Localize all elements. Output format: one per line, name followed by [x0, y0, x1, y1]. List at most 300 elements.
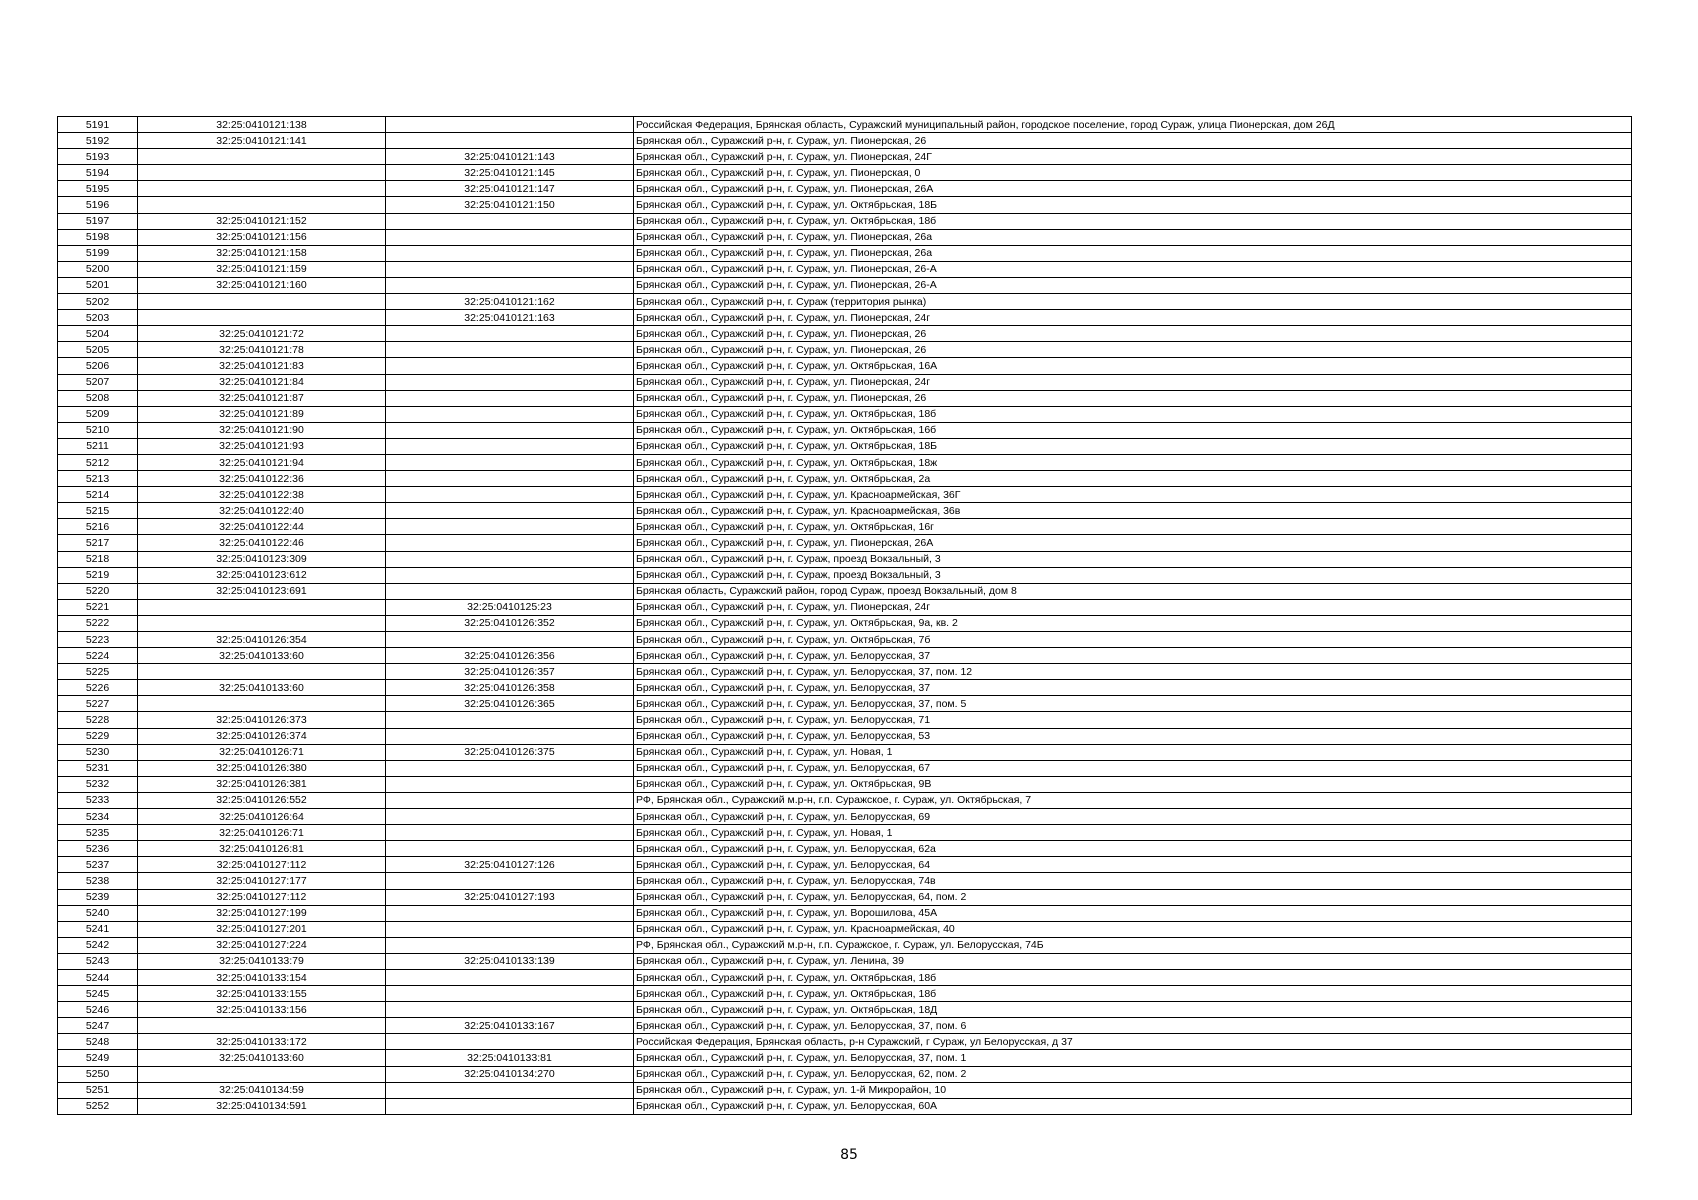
table-row: [58, 921, 1632, 937]
cadastral-number-cell: 32:25:0410127:112: [138, 889, 386, 905]
address-cell: Брянская обл., Суражский р-н, г. Сураж, ул. Октябрьская, 18Б: [634, 438, 1632, 454]
row-number-cell: 5199: [58, 245, 138, 261]
address-cell: Брянская обл., Суражский р-н, г. Сураж, ул. Белорусская, 37, пом. 1: [634, 1050, 1632, 1066]
table-row: [58, 953, 1632, 969]
object-cadastral-number-cell: 32:25:0410121:145: [386, 165, 634, 181]
address-cell: Брянская обл., Суражский р-н, г. Сураж, ул. Октябрьская, 9В: [634, 776, 1632, 792]
row-number-cell: 5210: [58, 422, 138, 438]
object-cadastral-number-cell: [386, 567, 634, 583]
table-row: [58, 503, 1632, 519]
row-number-cell: 5206: [58, 358, 138, 374]
row-number-cell: 5225: [58, 664, 138, 680]
cadastral-number-cell: 32:25:0410121:87: [138, 390, 386, 406]
table-row: [58, 776, 1632, 792]
object-cadastral-number-cell: [386, 776, 634, 792]
table-row: [58, 1082, 1632, 1098]
row-number-cell: 5239: [58, 889, 138, 905]
cadastral-number-cell: 32:25:0410123:309: [138, 551, 386, 567]
object-cadastral-number-cell: 32:25:0410126:358: [386, 680, 634, 696]
row-number-cell: 5244: [58, 969, 138, 985]
row-number-cell: 5195: [58, 181, 138, 197]
table-row: [58, 615, 1632, 631]
table-row: [58, 1034, 1632, 1050]
table-row: [58, 181, 1632, 197]
address-cell: Брянская обл., Суражский р-н, г. Сураж, ул. Белорусская, 60А: [634, 1098, 1632, 1114]
object-cadastral-number-cell: 32:25:0410121:143: [386, 149, 634, 165]
address-cell: Брянская обл., Суражский р-н, г. Сураж, ул. Белорусская, 37: [634, 648, 1632, 664]
object-cadastral-number-cell: [386, 133, 634, 149]
row-number-cell: 5226: [58, 680, 138, 696]
object-cadastral-number-cell: 32:25:0410133:139: [386, 953, 634, 969]
cadastral-number-cell: 32:25:0410126:381: [138, 776, 386, 792]
address-cell: Брянская обл., Суражский р-н, г. Сураж, ул. Пионерская, 26: [634, 133, 1632, 149]
table-row: [58, 165, 1632, 181]
cadastral-number-cell: 32:25:0410122:40: [138, 503, 386, 519]
cadastral-number-cell: 32:25:0410121:156: [138, 229, 386, 245]
row-number-cell: 5211: [58, 438, 138, 454]
table-row: [58, 149, 1632, 165]
cadastral-number-cell: 32:25:0410127:199: [138, 905, 386, 921]
address-cell: Брянская обл., Суражский р-н, г. Сураж, ул. Октябрьская, 18б: [634, 406, 1632, 422]
cadastral-number-cell: 32:25:0410121:89: [138, 406, 386, 422]
cadastral-number-cell: 32:25:0410126:552: [138, 792, 386, 808]
cadastral-number-cell: 32:25:0410122:46: [138, 535, 386, 551]
object-cadastral-number-cell: [386, 535, 634, 551]
cadastral-number-cell: 32:25:0410133:172: [138, 1034, 386, 1050]
cadastral-number-cell: [138, 197, 386, 213]
cadastral-number-cell: 32:25:0410127:224: [138, 937, 386, 953]
table-row: [58, 519, 1632, 535]
address-cell: Брянская обл., Суражский р-н, г. Сураж, ул. Пионерская, 26а: [634, 245, 1632, 261]
address-cell: Брянская обл., Суражский р-н, г. Сураж, ул. Белорусская, 37, пом. 5: [634, 696, 1632, 712]
table-row: [58, 664, 1632, 680]
row-number-cell: 5193: [58, 149, 138, 165]
object-cadastral-number-cell: [386, 825, 634, 841]
row-number-cell: 5194: [58, 165, 138, 181]
address-cell: Брянская обл., Суражский р-н, г. Сураж, ул. Пионерская, 26а: [634, 229, 1632, 245]
object-cadastral-number-cell: [386, 390, 634, 406]
row-number-cell: 5237: [58, 857, 138, 873]
table-row: [58, 760, 1632, 776]
row-number-cell: 5246: [58, 1002, 138, 1018]
address-cell: Брянская обл., Суражский р-н, г. Сураж, ул. Белорусская, 71: [634, 712, 1632, 728]
object-cadastral-number-cell: 32:25:0410126:352: [386, 615, 634, 631]
cadastral-number-cell: [138, 696, 386, 712]
table-row: [58, 229, 1632, 245]
table-row: [58, 438, 1632, 454]
address-cell: Брянская обл., Суражский р-н, г. Сураж, ул. Пионерская, 26: [634, 342, 1632, 358]
cadastral-number-cell: 32:25:0410126:380: [138, 760, 386, 776]
address-cell: Брянская обл., Суражский р-н, г. Сураж, ул. Пионерская, 26: [634, 326, 1632, 342]
address-cell: Российская Федерация, Брянская область, Суражский муниципальный район, городское поселение, город Сураж, улица Пионерская, дом 26Д: [634, 117, 1632, 133]
address-cell: Брянская обл., Суражский р-н, г. Сураж, ул. Белорусская, 67: [634, 760, 1632, 776]
table-row: [58, 986, 1632, 1002]
cadastral-number-cell: 32:25:0410133:60: [138, 680, 386, 696]
table-row: [58, 117, 1632, 133]
object-cadastral-number-cell: [386, 422, 634, 438]
row-number-cell: 5201: [58, 277, 138, 293]
cadastral-number-cell: 32:25:0410121:158: [138, 245, 386, 261]
cadastral-number-cell: 32:25:0410134:59: [138, 1082, 386, 1098]
address-cell: Брянская обл., Суражский р-н, г. Сураж, ул. Белорусская, 37, пом. 6: [634, 1018, 1632, 1034]
cadastral-number-cell: 32:25:0410122:36: [138, 471, 386, 487]
row-number-cell: 5197: [58, 213, 138, 229]
address-cell: Брянская обл., Суражский р-н, г. Сураж, ул. Октябрьская, 16б: [634, 422, 1632, 438]
cadastral-number-cell: 32:25:0410134:591: [138, 1098, 386, 1114]
object-cadastral-number-cell: [386, 1002, 634, 1018]
address-cell: Брянская обл., Суражский р-н, г. Сураж, ул. Белорусская, 64: [634, 857, 1632, 873]
cadastral-number-cell: 32:25:0410121:90: [138, 422, 386, 438]
cadastral-number-cell: 32:25:0410121:93: [138, 438, 386, 454]
row-number-cell: 5232: [58, 776, 138, 792]
cadastral-number-cell: 32:25:0410127:112: [138, 857, 386, 873]
row-number-cell: 5233: [58, 792, 138, 808]
object-cadastral-number-cell: 32:25:0410127:193: [386, 889, 634, 905]
address-cell: Брянская обл., Суражский р-н, г. Сураж, проезд Вокзальный, 3: [634, 567, 1632, 583]
object-cadastral-number-cell: [386, 937, 634, 953]
address-cell: Брянская обл., Суражский р-н, г. Сураж, ул. Белорусская, 53: [634, 728, 1632, 744]
address-cell: Брянская обл., Суражский р-н, г. Сураж, ул. Октябрьская, 18б: [634, 986, 1632, 1002]
cadastral-number-cell: 32:25:0410133:155: [138, 986, 386, 1002]
cadastral-number-cell: 32:25:0410133:60: [138, 648, 386, 664]
address-cell: Брянская обл., Суражский р-н, г. Сураж, ул. Октябрьская, 16А: [634, 358, 1632, 374]
table-row: [58, 825, 1632, 841]
object-cadastral-number-cell: 32:25:0410121:150: [386, 197, 634, 213]
table-row: [58, 1098, 1632, 1114]
cadastral-number-cell: 32:25:0410123:612: [138, 567, 386, 583]
cadastral-number-cell: [138, 310, 386, 326]
row-number-cell: 5223: [58, 632, 138, 648]
table-row: [58, 245, 1632, 261]
object-cadastral-number-cell: 32:25:0410127:126: [386, 857, 634, 873]
table-row: [58, 857, 1632, 873]
object-cadastral-number-cell: [386, 873, 634, 889]
cadastral-number-cell: 32:25:0410121:72: [138, 326, 386, 342]
row-number-cell: 5205: [58, 342, 138, 358]
row-number-cell: 5191: [58, 117, 138, 133]
table-row: [58, 1018, 1632, 1034]
table-row: [58, 551, 1632, 567]
row-number-cell: 5241: [58, 921, 138, 937]
object-cadastral-number-cell: [386, 406, 634, 422]
object-cadastral-number-cell: [386, 1082, 634, 1098]
table-row: [58, 680, 1632, 696]
cadastral-number-cell: 32:25:0410127:177: [138, 873, 386, 889]
address-cell: Брянская обл., Суражский р-н, г. Сураж, ул. Ворошилова, 45А: [634, 905, 1632, 921]
table-row: [58, 406, 1632, 422]
object-cadastral-number-cell: [386, 454, 634, 470]
object-cadastral-number-cell: [386, 760, 634, 776]
object-cadastral-number-cell: [386, 438, 634, 454]
object-cadastral-number-cell: [386, 342, 634, 358]
table-row: [58, 969, 1632, 985]
table-row: [58, 294, 1632, 310]
row-number-cell: 5215: [58, 503, 138, 519]
address-cell: Брянская обл., Суражский р-н, г. Сураж, ул. Октябрьская, 2а: [634, 471, 1632, 487]
table-row: [58, 261, 1632, 277]
address-cell: Брянская обл., Суражский р-н, г. Сураж, ул. Октябрьская, 18Д: [634, 1002, 1632, 1018]
object-cadastral-number-cell: 32:25:0410125:23: [386, 599, 634, 615]
cadastral-number-cell: [138, 615, 386, 631]
address-cell: Российская Федерация, Брянская область, р-н Суражский, г Сураж, ул Белорусская, д 37: [634, 1034, 1632, 1050]
object-cadastral-number-cell: [386, 245, 634, 261]
table-row: [58, 809, 1632, 825]
row-number-cell: 5209: [58, 406, 138, 422]
object-cadastral-number-cell: [386, 374, 634, 390]
cadastral-number-cell: 32:25:0410133:154: [138, 969, 386, 985]
object-cadastral-number-cell: [386, 792, 634, 808]
row-number-cell: 5212: [58, 454, 138, 470]
address-cell: Брянская обл., Суражский р-н, г. Сураж, ул. Белорусская, 37, пом. 12: [634, 664, 1632, 680]
address-cell: Брянская обл., Суражский р-н, г. Сураж, ул. Красноармейская, 40: [634, 921, 1632, 937]
row-number-cell: 5208: [58, 390, 138, 406]
row-number-cell: 5217: [58, 535, 138, 551]
row-number-cell: 5235: [58, 825, 138, 841]
object-cadastral-number-cell: [386, 551, 634, 567]
row-number-cell: 5245: [58, 986, 138, 1002]
object-cadastral-number-cell: 32:25:0410134:270: [386, 1066, 634, 1082]
table-row: [58, 310, 1632, 326]
address-cell: Брянская обл., Суражский р-н, г. Сураж, ул. Ленина, 39: [634, 953, 1632, 969]
cadastral-number-cell: 32:25:0410121:138: [138, 117, 386, 133]
row-number-cell: 5219: [58, 567, 138, 583]
object-cadastral-number-cell: 32:25:0410121:163: [386, 310, 634, 326]
address-cell: Брянская обл., Суражский р-н, г. Сураж, ул. 1-й Микрорайон, 10: [634, 1082, 1632, 1098]
cadastral-number-cell: 32:25:0410133:79: [138, 953, 386, 969]
object-cadastral-number-cell: 32:25:0410126:357: [386, 664, 634, 680]
address-cell: Брянская обл., Суражский р-н, г. Сураж, ул. Пионерская, 24г: [634, 599, 1632, 615]
address-cell: РФ, Брянская обл., Суражский м.р-н, г.п. Суражское, г. Сураж, ул. Белорусская, 74Б: [634, 937, 1632, 953]
cadastral-number-cell: [138, 181, 386, 197]
row-number-cell: 5218: [58, 551, 138, 567]
table-row: [58, 873, 1632, 889]
table-row: [58, 454, 1632, 470]
cadastral-number-cell: [138, 1018, 386, 1034]
object-cadastral-number-cell: [386, 1098, 634, 1114]
table-row: [58, 213, 1632, 229]
address-cell: Брянская обл., Суражский р-н, г. Сураж, ул. Октябрьская, 16г: [634, 519, 1632, 535]
object-cadastral-number-cell: [386, 487, 634, 503]
row-number-cell: 5248: [58, 1034, 138, 1050]
cadastral-number-cell: 32:25:0410121:159: [138, 261, 386, 277]
object-cadastral-number-cell: 32:25:0410121:147: [386, 181, 634, 197]
address-cell: Брянская обл., Суражский р-н, г. Сураж, ул. Пионерская, 24г: [634, 374, 1632, 390]
cadastral-number-cell: 32:25:0410126:354: [138, 632, 386, 648]
row-number-cell: 5236: [58, 841, 138, 857]
cadastral-number-cell: 32:25:0410121:78: [138, 342, 386, 358]
row-number-cell: 5202: [58, 294, 138, 310]
cadastral-number-cell: [138, 165, 386, 181]
row-number-cell: 5196: [58, 197, 138, 213]
row-number-cell: 5221: [58, 599, 138, 615]
table-row: [58, 599, 1632, 615]
cadastral-number-cell: 32:25:0410127:201: [138, 921, 386, 937]
table-row: [58, 471, 1632, 487]
table-row: [58, 937, 1632, 953]
row-number-cell: 5252: [58, 1098, 138, 1114]
address-cell: Брянская обл., Суражский р-н, г. Сураж, ул. Белорусская, 62, пом. 2: [634, 1066, 1632, 1082]
table-row: [58, 487, 1632, 503]
row-number-cell: 5250: [58, 1066, 138, 1082]
cadastral-number-cell: 32:25:0410133:156: [138, 1002, 386, 1018]
object-cadastral-number-cell: [386, 261, 634, 277]
address-cell: Брянская обл., Суражский р-н, г. Сураж, ул. Белорусская, 62а: [634, 841, 1632, 857]
address-cell: Брянская обл., Суражский р-н, г. Сураж, ул. Пионерская, 26А: [634, 181, 1632, 197]
object-cadastral-number-cell: [386, 503, 634, 519]
table-row: [58, 342, 1632, 358]
address-cell: Брянская обл., Суражский р-н, г. Сураж, ул. Октябрьская, 18б: [634, 213, 1632, 229]
object-cadastral-number-cell: [386, 728, 634, 744]
object-cadastral-number-cell: [386, 326, 634, 342]
object-cadastral-number-cell: [386, 921, 634, 937]
table-row: [58, 632, 1632, 648]
cadastral-number-cell: 32:25:0410133:60: [138, 1050, 386, 1066]
cadastral-records-table: [57, 116, 1632, 1115]
table-row: [58, 197, 1632, 213]
cadastral-number-cell: 32:25:0410126:81: [138, 841, 386, 857]
table-row: [58, 422, 1632, 438]
address-cell: Брянская обл., Суражский р-н, г. Сураж, ул. Пионерская, 0: [634, 165, 1632, 181]
cadastral-number-cell: 32:25:0410126:71: [138, 825, 386, 841]
row-number-cell: 5224: [58, 648, 138, 664]
address-cell: Брянская область, Суражский район, город Сураж, проезд Вокзальный, дом 8: [634, 583, 1632, 599]
object-cadastral-number-cell: [386, 841, 634, 857]
address-cell: Брянская обл., Суражский р-н, г. Сураж, ул. Новая, 1: [634, 744, 1632, 760]
cadastral-number-cell: [138, 149, 386, 165]
row-number-cell: 5229: [58, 728, 138, 744]
row-number-cell: 5238: [58, 873, 138, 889]
object-cadastral-number-cell: [386, 471, 634, 487]
table-row: [58, 390, 1632, 406]
table-row: [58, 744, 1632, 760]
row-number-cell: 5242: [58, 937, 138, 953]
row-number-cell: 5240: [58, 905, 138, 921]
cadastral-number-cell: 32:25:0410126:71: [138, 744, 386, 760]
address-cell: Брянская обл., Суражский р-н, г. Сураж, ул. Красноармейская, 36Г: [634, 487, 1632, 503]
object-cadastral-number-cell: 32:25:0410133:81: [386, 1050, 634, 1066]
address-cell: Брянская обл., Суражский р-н, г. Сураж, ул. Пионерская, 26-А: [634, 277, 1632, 293]
table-row: [58, 567, 1632, 583]
address-cell: Брянская обл., Суражский р-н, г. Сураж, ул. Пионерская, 26А: [634, 535, 1632, 551]
object-cadastral-number-cell: 32:25:0410121:162: [386, 294, 634, 310]
cadastral-number-cell: [138, 1066, 386, 1082]
cadastral-number-cell: 32:25:0410123:691: [138, 583, 386, 599]
object-cadastral-number-cell: [386, 229, 634, 245]
address-cell: Брянская обл., Суражский р-н, г. Сураж, ул. Пионерская, 24Г: [634, 149, 1632, 165]
table-row: [58, 535, 1632, 551]
table-row: [58, 326, 1632, 342]
object-cadastral-number-cell: [386, 358, 634, 374]
table-row: [58, 728, 1632, 744]
address-cell: Брянская обл., Суражский р-н, г. Сураж, ул. Белорусская, 69: [634, 809, 1632, 825]
table-row: [58, 889, 1632, 905]
address-cell: Брянская обл., Суражский р-н, г. Сураж, ул. Белорусская, 37: [634, 680, 1632, 696]
table-row: [58, 792, 1632, 808]
row-number-cell: 5220: [58, 583, 138, 599]
row-number-cell: 5243: [58, 953, 138, 969]
cadastral-number-cell: 32:25:0410121:83: [138, 358, 386, 374]
page-number: 85: [840, 1147, 858, 1163]
object-cadastral-number-cell: [386, 519, 634, 535]
cadastral-number-cell: [138, 294, 386, 310]
table-row: [58, 133, 1632, 149]
address-cell: Брянская обл., Суражский р-н, г. Сураж, ул. Пионерская, 26: [634, 390, 1632, 406]
cadastral-number-cell: 32:25:0410121:160: [138, 277, 386, 293]
object-cadastral-number-cell: [386, 583, 634, 599]
address-cell: Брянская обл., Суражский р-н, г. Сураж, ул. Октябрьская, 7б: [634, 632, 1632, 648]
cadastral-number-cell: 32:25:0410121:84: [138, 374, 386, 390]
table-row: [58, 358, 1632, 374]
address-cell: Брянская обл., Суражский р-н, г. Сураж, ул. Белорусская, 74в: [634, 873, 1632, 889]
address-cell: Брянская обл., Суражский р-н, г. Сураж, ул. Красноармейская, 36в: [634, 503, 1632, 519]
table-row: [58, 905, 1632, 921]
row-number-cell: 5234: [58, 809, 138, 825]
cadastral-number-cell: [138, 599, 386, 615]
cadastral-number-cell: [138, 664, 386, 680]
table-row: [58, 696, 1632, 712]
table-row: [58, 648, 1632, 664]
object-cadastral-number-cell: 32:25:0410126:375: [386, 744, 634, 760]
address-cell: Брянская обл., Суражский р-н, г. Сураж, проезд Вокзальный, 3: [634, 551, 1632, 567]
cadastral-number-cell: 32:25:0410126:64: [138, 809, 386, 825]
address-cell: Брянская обл., Суражский р-н, г. Сураж, ул. Октябрьская, 18б: [634, 969, 1632, 985]
row-number-cell: 5230: [58, 744, 138, 760]
object-cadastral-number-cell: [386, 1034, 634, 1050]
object-cadastral-number-cell: [386, 712, 634, 728]
table-row: [58, 1002, 1632, 1018]
cadastral-number-cell: 32:25:0410126:373: [138, 712, 386, 728]
row-number-cell: 5247: [58, 1018, 138, 1034]
object-cadastral-number-cell: [386, 905, 634, 921]
row-number-cell: 5192: [58, 133, 138, 149]
cadastral-number-cell: 32:25:0410121:94: [138, 454, 386, 470]
object-cadastral-number-cell: [386, 213, 634, 229]
row-number-cell: 5249: [58, 1050, 138, 1066]
address-cell: Брянская обл., Суражский р-н, г. Сураж (территория рынка): [634, 294, 1632, 310]
object-cadastral-number-cell: 32:25:0410126:365: [386, 696, 634, 712]
row-number-cell: 5200: [58, 261, 138, 277]
cadastral-number-cell: 32:25:0410122:44: [138, 519, 386, 535]
table-body: [58, 117, 1632, 1115]
address-cell: Брянская обл., Суражский р-н, г. Сураж, ул. Октябрьская, 18Б: [634, 197, 1632, 213]
address-cell: РФ, Брянская обл., Суражский м.р-н, г.п. Суражское, г. Сураж, ул. Октябрьская, 7: [634, 792, 1632, 808]
row-number-cell: 5213: [58, 471, 138, 487]
address-cell: Брянская обл., Суражский р-н, г. Сураж, ул. Новая, 1: [634, 825, 1632, 841]
table-row: [58, 841, 1632, 857]
address-cell: Брянская обл., Суражский р-н, г. Сураж, ул. Октябрьская, 9а, кв. 2: [634, 615, 1632, 631]
table-row: [58, 277, 1632, 293]
address-cell: Брянская обл., Суражский р-н, г. Сураж, ул. Пионерская, 24г: [634, 310, 1632, 326]
table-row: [58, 1050, 1632, 1066]
object-cadastral-number-cell: [386, 809, 634, 825]
table-row: [58, 712, 1632, 728]
cadastral-number-cell: 32:25:0410121:141: [138, 133, 386, 149]
cadastral-number-cell: 32:25:0410126:374: [138, 728, 386, 744]
object-cadastral-number-cell: [386, 986, 634, 1002]
table-row: [58, 374, 1632, 390]
object-cadastral-number-cell: [386, 632, 634, 648]
object-cadastral-number-cell: 32:25:0410133:167: [386, 1018, 634, 1034]
row-number-cell: 5231: [58, 760, 138, 776]
address-cell: Брянская обл., Суражский р-н, г. Сураж, ул. Октябрьская, 18ж: [634, 454, 1632, 470]
address-cell: Брянская обл., Суражский р-н, г. Сураж, ул. Белорусская, 64, пом. 2: [634, 889, 1632, 905]
row-number-cell: 5198: [58, 229, 138, 245]
cadastral-number-cell: 32:25:0410122:38: [138, 487, 386, 503]
address-cell: Брянская обл., Суражский р-н, г. Сураж, ул. Пионерская, 26-А: [634, 261, 1632, 277]
row-number-cell: 5227: [58, 696, 138, 712]
row-number-cell: 5207: [58, 374, 138, 390]
row-number-cell: 5214: [58, 487, 138, 503]
